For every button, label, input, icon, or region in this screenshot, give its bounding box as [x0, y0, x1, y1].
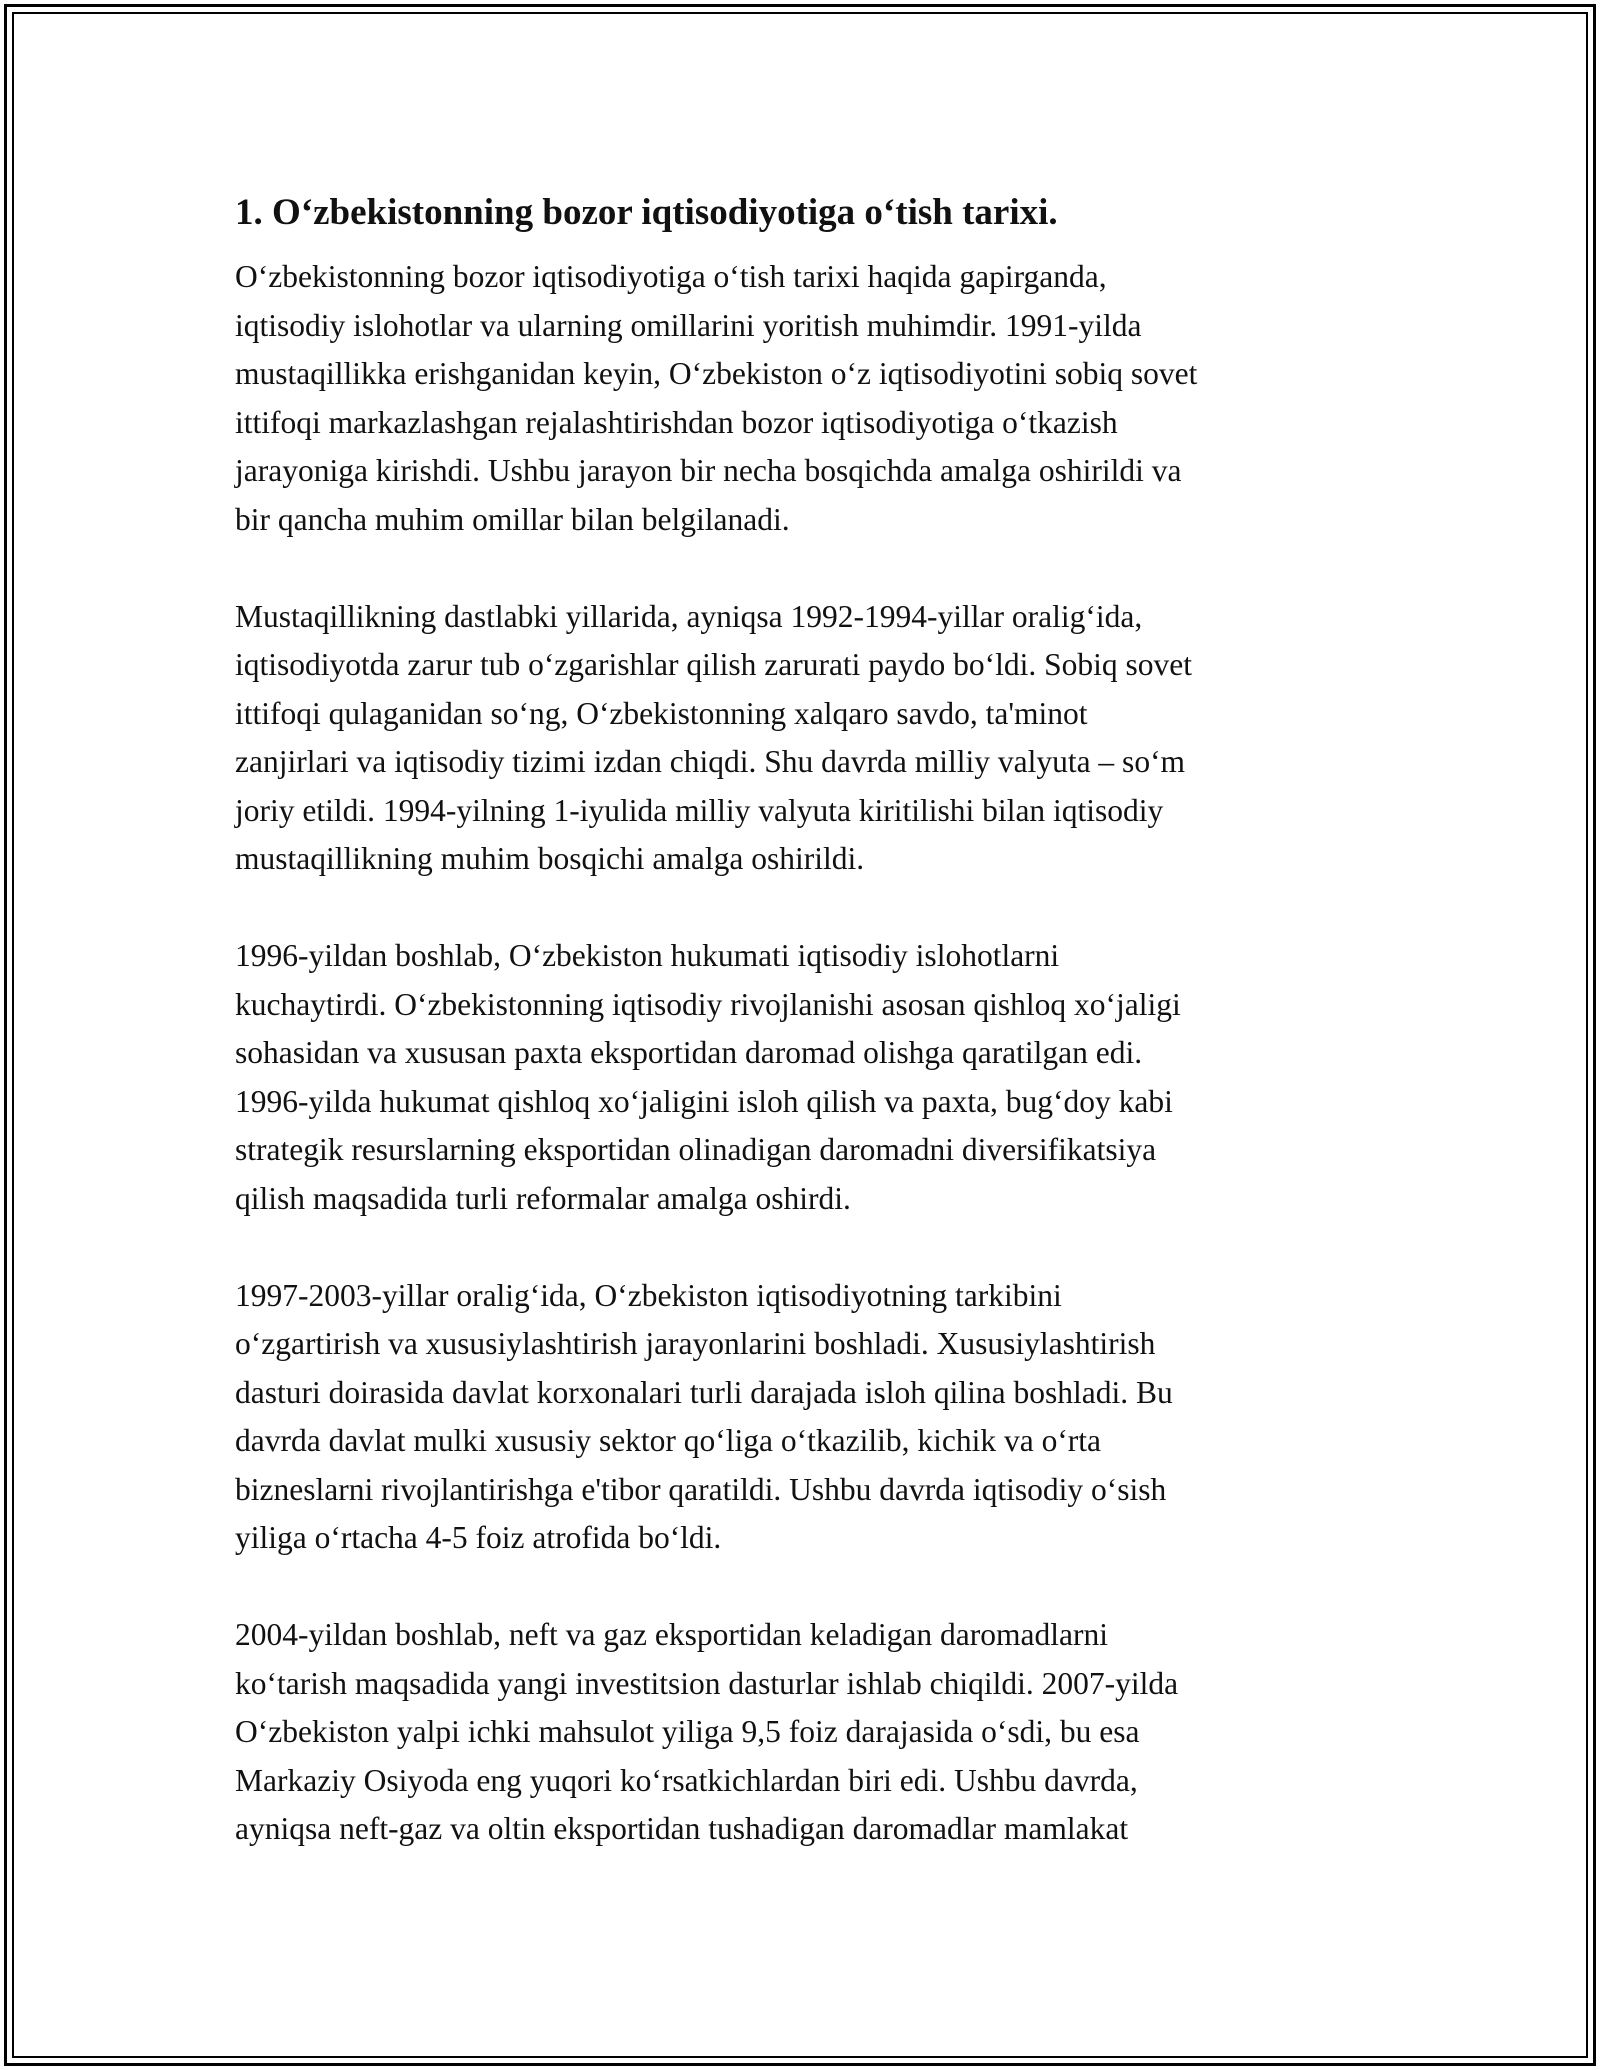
paragraph-line: 2004-yildan boshlab, neft va gaz eksportidan keladigan daromadlarni	[235, 1617, 1108, 1652]
paragraph-line: Mustaqillikning dastlabki yillarida, ayniqsa 1992-1994-yillar oralig‘ida,	[235, 598, 1143, 634]
paragraph-line: strategik resurslarning eksportidan olinadigan daromadni diversifikatsiya	[235, 1132, 1157, 1167]
paragraph-line: mustaqillikning muhim bosqichi amalga oshirildi.	[235, 841, 865, 876]
paragraph-line: qilish maqsadida turli reformalar amalga oshirdi.	[235, 1180, 851, 1216]
paragraph-line: bizneslarni rivojlantirishga e'tibor qaratildi. Ushbu davrda iqtisodiy o‘sish	[235, 1471, 1167, 1507]
document-content	[235, 187, 1365, 1902]
paragraph-line: ittifoqi markazlashgan rejalashtirishdan bozor iqtisodiyotiga o‘tkazish	[235, 404, 1118, 440]
paragraph-line: kuchaytirdi. O‘zbekistonning iqtisodiy rivojlanishi asosan qishloq xo‘jaligi	[235, 986, 1181, 1022]
paragraph-line: yiliga o‘rtacha 4-5 foiz atrofida bo‘ldi.	[235, 1520, 722, 1555]
paragraph-5	[235, 1611, 1365, 1854]
section-heading: 1. O‘zbekistonning bozor iqtisodiyotiga o‘tish tarixi.	[235, 192, 1058, 233]
paragraph-2	[235, 593, 1365, 884]
paragraph-1	[235, 253, 1365, 544]
paragraph-line: iqtisodiy islohotlar va ularning omillarini yoritish muhimdir. 1991-yilda	[235, 307, 1142, 343]
paragraph-line: bir qancha muhim omillar bilan belgilanadi.	[235, 501, 790, 537]
paragraph-line: 1997-2003-yillar oralig‘ida, O‘zbekiston iqtisodiyotning tarkibini	[235, 1277, 1062, 1313]
paragraph-line: 1996-yildan boshlab, O‘zbekiston hukumati iqtisodiy islohotlarni	[235, 938, 1060, 973]
paragraph-line: O‘zbekiston yalpi ichki mahsulot yiliga 9,5 foiz darajasida o‘sdi, bu esa	[235, 1714, 1140, 1749]
paragraph-line: iqtisodiyotda zarur tub o‘zgarishlar qilish zarurati paydo bo‘ldi. Sobiq sovet	[235, 647, 1193, 682]
paragraph-line: Markaziy Osiyoda eng yuqori ko‘rsatkichlardan biri edi. Ushbu davrda,	[235, 1762, 1138, 1798]
paragraph-line: davrda davlat mulki xususiy sektor qo‘liga o‘tkazilib, kichik va o‘rta	[235, 1423, 1102, 1458]
paragraph-line: O‘zbekistonning bozor iqtisodiyotiga o‘tish tarixi haqida gapirganda,	[235, 259, 1107, 294]
paragraph-line: sohasidan va xususan paxta eksportidan daromad olishga qaratilgan edi.	[235, 1035, 1143, 1070]
paragraph-line: ko‘tarish maqsadida yangi investitsion dasturlar ishlab chiqildi. 2007-yilda	[235, 1665, 1179, 1701]
paragraph-line: jarayoniga kirishdi. Ushbu jarayon bir necha bosqichda amalga oshirildi va	[235, 453, 1182, 488]
paragraph-line: zanjirlari va iqtisodiy tizimi izdan chiqdi. Shu davrda milliy valyuta – so‘m	[235, 744, 1186, 779]
paragraph-line: o‘zgartirish va xususiylashtirish jarayonlarini boshladi. Xususiylashtirish	[235, 1326, 1156, 1361]
paragraph-line: ittifoqi qulaganidan so‘ng, O‘zbekistonning xalqaro savdo, ta'minot	[235, 695, 1088, 731]
paragraph-3	[235, 932, 1365, 1223]
paragraph-line: joriy etildi. 1994-yilning 1-iyulida milliy valyuta kiritilishi bilan iqtisodiy	[235, 792, 1164, 828]
paragraph-4	[235, 1272, 1365, 1563]
paragraph-line: dasturi doirasida davlat korxonalari turli darajada isloh qilina boshladi. Bu	[235, 1374, 1173, 1410]
paragraph-line: mustaqillikka erishganidan keyin, O‘zbekiston o‘z iqtisodiyotini sobiq sovet	[235, 356, 1198, 391]
paragraph-line: ayniqsa neft-gaz va oltin eksportidan tushadigan daromadlar mamlakat	[235, 1811, 1129, 1846]
paragraph-line: 1996-yilda hukumat qishloq xo‘jaligini isloh qilish va paxta, bug‘doy kabi	[235, 1083, 1173, 1119]
